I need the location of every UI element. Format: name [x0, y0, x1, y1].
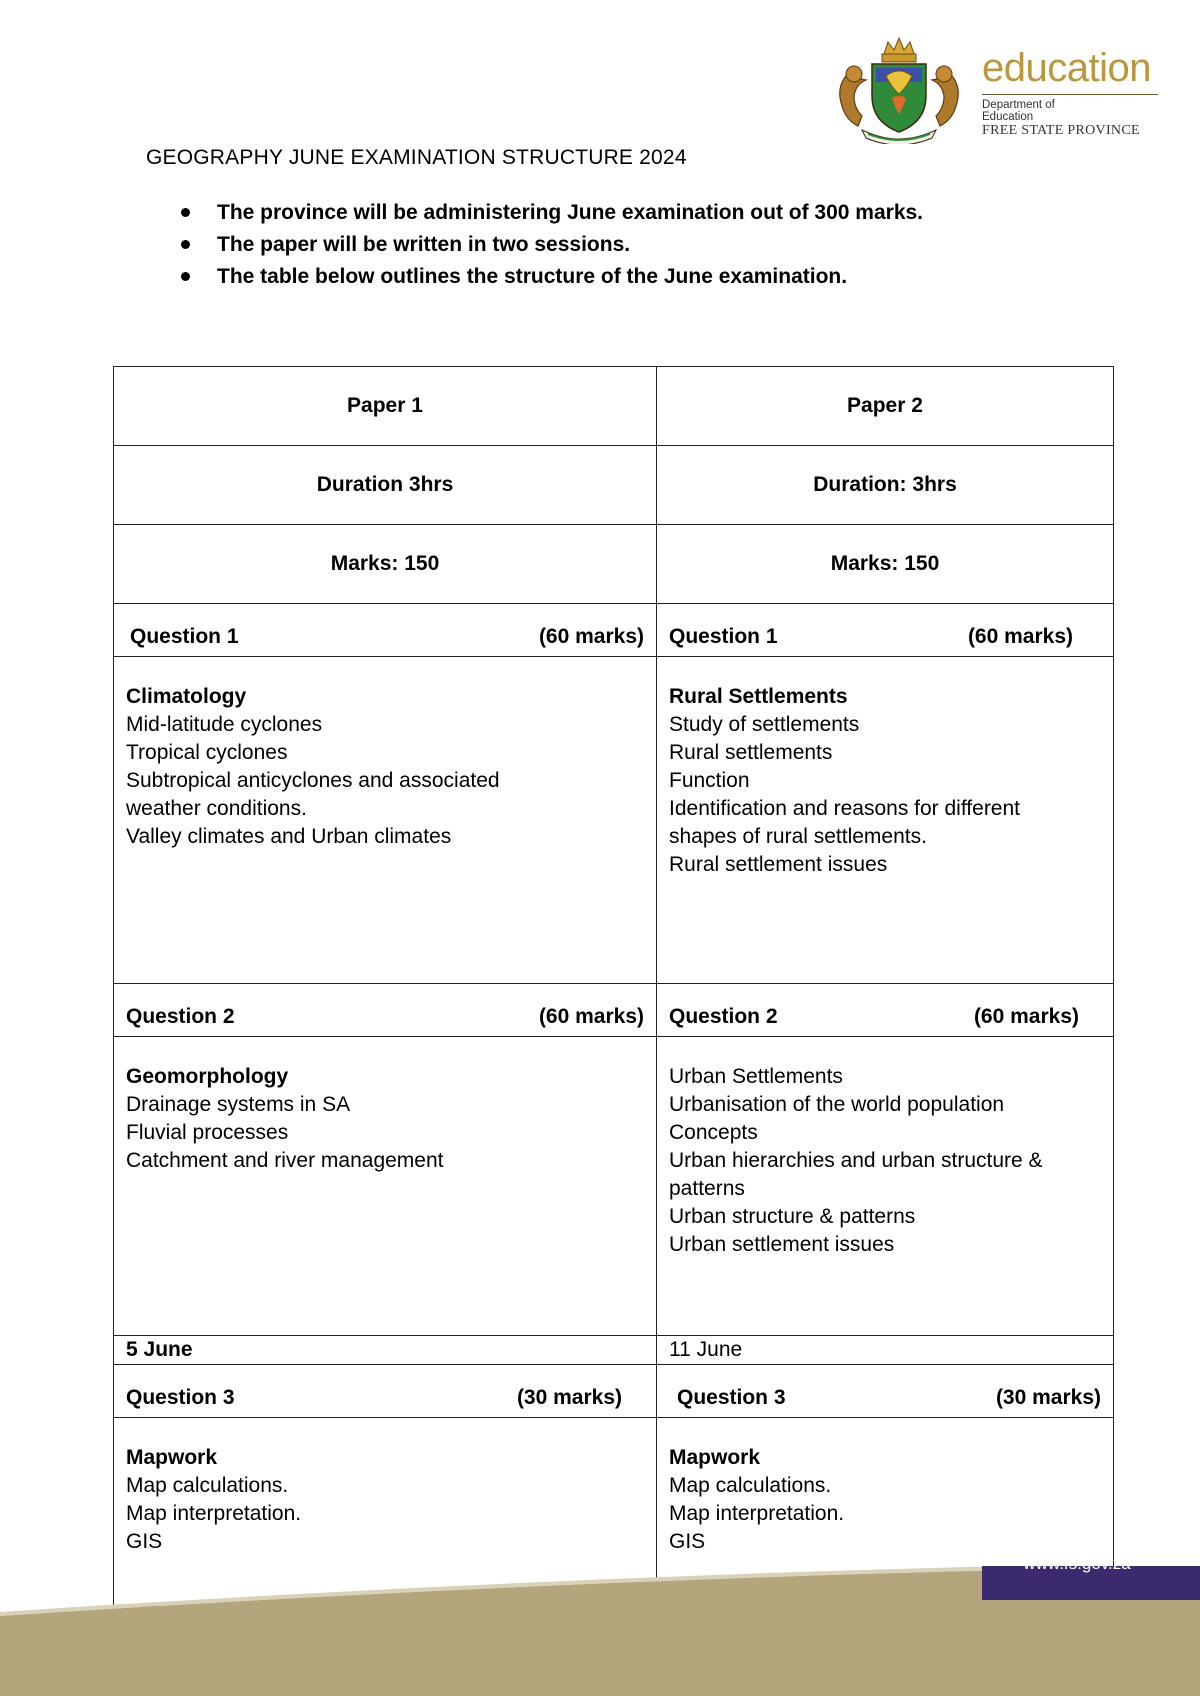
- list-item: Valley climates and Urban climates: [126, 825, 452, 848]
- list-item: Urbanisation of the world population: [669, 1093, 1005, 1116]
- paper1-date: 5 June: [114, 1336, 657, 1365]
- paper2-q3-label: Question 3: [677, 1386, 786, 1409]
- list-item: Rural settlements: [669, 741, 833, 764]
- list-item: Urban settlement issues: [669, 1233, 895, 1256]
- paper2-q1-header: [657, 604, 1114, 657]
- intro-bullet-list: [178, 197, 923, 293]
- paper1-q2-topic: Geomorphology: [126, 1065, 289, 1088]
- paper2-q3-topic: Mapwork: [669, 1446, 761, 1469]
- bullet-icon: [181, 240, 190, 249]
- paper2-q1-marks: (60 marks): [967, 625, 1073, 648]
- paper1-q3-marks: (30 marks): [516, 1386, 622, 1409]
- paper1-q1-content: [114, 657, 657, 984]
- list-item: GIS: [669, 1530, 706, 1553]
- paper2-q2-label: Question 2: [669, 1005, 778, 1028]
- list-item: Drainage systems in SA: [126, 1093, 351, 1116]
- list-item: Urban Settlements: [669, 1065, 843, 1088]
- document-title: GEOGRAPHY JUNE EXAMINATION STRUCTURE 2024: [146, 146, 687, 169]
- paper2-q1-label: Question 1: [669, 625, 778, 648]
- paper1-q2-content: [114, 1037, 657, 1336]
- paper1-q1-header: [114, 604, 657, 657]
- list-item: Urban hierarchies and urban structure &: [669, 1149, 1043, 1172]
- paper2-marks: Marks: 150: [657, 525, 1114, 604]
- paper2-q3-header: [657, 1365, 1114, 1418]
- paper1-q1-label: Question 1: [130, 625, 239, 648]
- paper1-q2-header: [114, 984, 657, 1037]
- bullet-icon: [181, 272, 190, 281]
- logo-department-line: Department of: [982, 99, 1055, 111]
- table-row-paper: [114, 367, 1114, 446]
- list-item: Identification and reasons for different: [669, 797, 1021, 820]
- list-item: Study of settlements: [669, 713, 860, 736]
- bullet-text: The province will be administering June examination out of 300 marks.: [217, 201, 924, 224]
- table-row-question-1: [114, 604, 1114, 657]
- list-item: Subtropical anticyclones and associated: [126, 769, 500, 792]
- paper1-marks: Marks: 150: [114, 525, 657, 604]
- list-item: Urban structure & patterns: [669, 1205, 916, 1228]
- paper1-name: Paper 1: [114, 367, 657, 446]
- paper1-q1-topic: Climatology: [126, 685, 247, 708]
- list-item: Tropical cyclones: [126, 741, 288, 764]
- paper2-q1-topic: Rural Settlements: [669, 685, 848, 708]
- list-item: Fluvial processes: [126, 1121, 289, 1144]
- list-item: GIS: [126, 1530, 163, 1553]
- list-item: Map calculations.: [669, 1474, 832, 1497]
- list-item: Function: [669, 769, 750, 792]
- table-row-date: [114, 1336, 1114, 1365]
- table-row-question-3: [114, 1365, 1114, 1418]
- logo-text: [982, 48, 1168, 138]
- logo-province-line: FREE STATE PROVINCE: [982, 123, 1140, 138]
- logo-wordmark: education: [982, 46, 1151, 90]
- footer-url[interactable]: www.fs.gov.za: [1023, 1554, 1131, 1573]
- logo-divider: [982, 94, 1158, 95]
- paper2-date: 11 June: [657, 1336, 1114, 1365]
- paper1-q2-label: Question 2: [126, 1005, 235, 1028]
- bullet-icon: [181, 208, 190, 217]
- paper2-q2-header: [657, 984, 1114, 1037]
- paper2-q2-content: [657, 1037, 1114, 1336]
- footer-band: [0, 1566, 1200, 1696]
- paper1-q3-header: [114, 1365, 657, 1418]
- list-item: Concepts: [669, 1121, 758, 1144]
- table-row-question-1-content: [114, 657, 1114, 984]
- paper2-q1-content: [657, 657, 1114, 984]
- list-item: Map interpretation.: [126, 1502, 302, 1525]
- paper2-name: Paper 2: [657, 367, 1114, 446]
- paper1-q3-label: Question 3: [126, 1386, 235, 1409]
- list-item: Mid-latitude cyclones: [126, 713, 323, 736]
- department-logo: [832, 36, 1172, 144]
- list-item: Catchment and river management: [126, 1149, 444, 1172]
- exam-structure-table: [113, 366, 1114, 1607]
- paper1-q3-topic: Mapwork: [126, 1446, 218, 1469]
- paper2-q3-marks: (30 marks): [995, 1386, 1101, 1409]
- list-item: Rural settlement issues: [669, 853, 888, 876]
- table-row-question-2-content: [114, 1037, 1114, 1336]
- list-item: shapes of rural settlements.: [669, 825, 927, 848]
- bullet-item: [178, 197, 923, 229]
- bullet-item: [178, 261, 923, 293]
- table-row-marks: [114, 525, 1114, 604]
- coat-of-arms-icon: [832, 36, 966, 144]
- list-item: Map interpretation.: [669, 1502, 845, 1525]
- bullet-text: The paper will be written in two sessions.: [217, 233, 631, 256]
- paper2-q2-marks: (60 marks): [973, 1005, 1079, 1028]
- bullet-item: [178, 229, 923, 261]
- bullet-text: The table below outlines the structure of the June examination.: [217, 265, 848, 288]
- paper1-q1-marks: (60 marks): [538, 625, 644, 648]
- list-item: Map calculations.: [126, 1474, 289, 1497]
- paper1-duration: Duration 3hrs: [114, 446, 657, 525]
- list-item: patterns: [669, 1177, 745, 1200]
- list-item: weather conditions.: [126, 797, 307, 820]
- logo-education-line: Education: [982, 111, 1034, 123]
- table-row-question-2: [114, 984, 1114, 1037]
- table-row-duration: [114, 446, 1114, 525]
- paper2-duration: Duration: 3hrs: [657, 446, 1114, 525]
- paper1-q2-marks: (60 marks): [538, 1005, 644, 1028]
